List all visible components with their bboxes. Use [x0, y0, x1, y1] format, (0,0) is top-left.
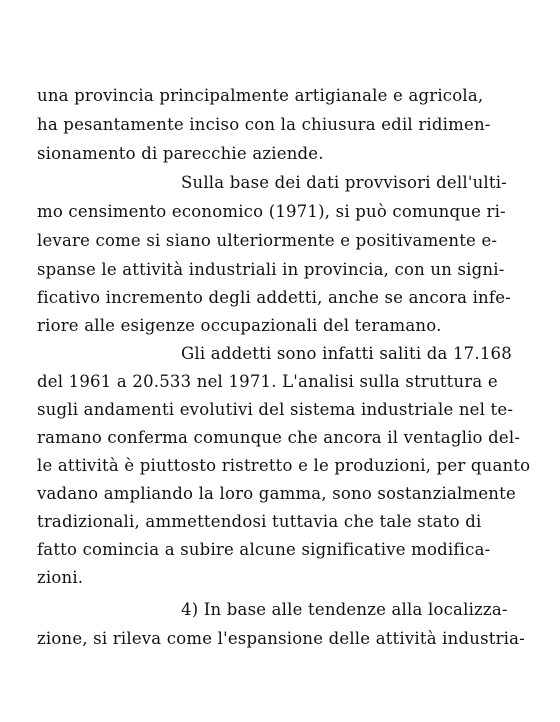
text-line: mo censimento economico (1971), si può comunque ri-: [37, 202, 506, 221]
paragraph-start-line: 4) In base alle tendenze alla localizza-: [181, 600, 508, 619]
text-line: ramano conferma comunque che ancora il ventaglio del-: [37, 428, 521, 447]
text-line: una provincia principalmente artigianale e agricola,: [37, 86, 484, 105]
text-line: zioni.: [37, 568, 84, 587]
text-line: spanse le attività industriali in provincia, con un signi-: [37, 260, 505, 279]
text-line: fatto comincia a subire alcune significative modifica-: [37, 540, 491, 559]
text-line: zione, si rileva come l'espansione delle attività industria-: [37, 629, 525, 648]
text-line: sugli andamenti evolutivi del sistema industriale nel te-: [37, 400, 514, 419]
text-line: ficativo incremento degli addetti, anche se ancora infe-: [37, 288, 511, 307]
text-line: sionamento di parecchie aziende.: [37, 144, 324, 163]
paragraph-start-line: Sulla base dei dati provvisori dell'ulti-: [181, 173, 507, 192]
paragraph-start-line: Gli addetti sono infatti saliti da 17.168: [181, 344, 512, 363]
text-line: del 1961 a 20.533 nel 1971. L'analisi sulla struttura e: [37, 372, 498, 391]
text-line: tradizionali, ammettendosi tuttavia che tale stato di: [37, 512, 482, 531]
text-line: ha pesantamente inciso con la chiusura edil ridimen-: [37, 115, 491, 134]
text-line: le attività è piuttosto ristretto e le produzioni, per quanto: [37, 456, 531, 475]
text-line: riore alle esigenze occupazionali del teramano.: [37, 316, 442, 335]
text-line: levare come si siano ulteriormente e positivamente e-: [37, 231, 498, 250]
text-line: vadano ampliando la loro gamma, sono sostanzialmente: [37, 484, 516, 503]
